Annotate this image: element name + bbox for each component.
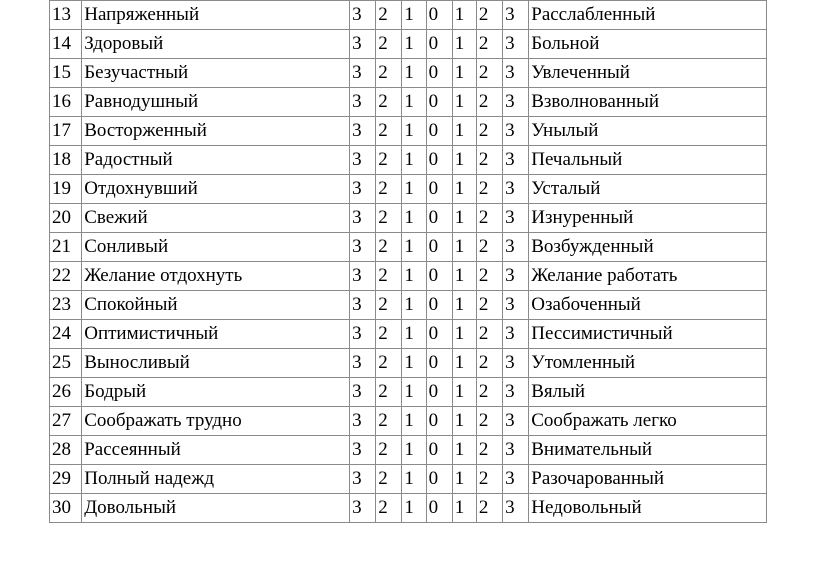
scale-value: 3 (503, 378, 529, 407)
scale-value: 2 (476, 349, 502, 378)
row-number: 29 (50, 465, 82, 494)
table-row (50, 59, 767, 88)
left-adjective: Бодрый (82, 378, 350, 407)
scale-value: 2 (376, 1, 402, 30)
scale-value: 0 (426, 175, 452, 204)
right-adjective: Усталый (529, 175, 767, 204)
scale-value: 1 (452, 233, 476, 262)
row-number: 19 (50, 175, 82, 204)
scale-value: 2 (376, 436, 402, 465)
left-adjective: Рассеянный (82, 436, 350, 465)
scale-value: 0 (426, 349, 452, 378)
scale-value: 3 (350, 262, 376, 291)
left-adjective: Радостный (82, 146, 350, 175)
scale-value: 1 (402, 378, 426, 407)
row-number: 24 (50, 320, 82, 349)
scale-value: 1 (402, 1, 426, 30)
scale-value: 1 (452, 175, 476, 204)
scale-value: 1 (402, 494, 426, 523)
scale-value: 3 (350, 1, 376, 30)
right-adjective: Изнуренный (529, 204, 767, 233)
scale-value: 3 (350, 233, 376, 262)
scale-value: 1 (402, 291, 426, 320)
row-number: 20 (50, 204, 82, 233)
left-adjective: Напряженный (82, 1, 350, 30)
left-adjective: Безучастный (82, 59, 350, 88)
right-adjective: Внимательный (529, 436, 767, 465)
row-number: 15 (50, 59, 82, 88)
scale-value: 2 (376, 117, 402, 146)
table-row (50, 262, 767, 291)
scale-value: 2 (376, 291, 402, 320)
row-number: 17 (50, 117, 82, 146)
scale-value: 2 (476, 204, 502, 233)
scale-value: 3 (503, 494, 529, 523)
left-adjective: Восторженный (82, 117, 350, 146)
row-number: 26 (50, 378, 82, 407)
scale-value: 1 (452, 204, 476, 233)
scale-value: 2 (376, 494, 402, 523)
scale-value: 3 (503, 175, 529, 204)
scale-value: 3 (350, 494, 376, 523)
scale-value: 0 (426, 378, 452, 407)
right-adjective: Пессимистичный (529, 320, 767, 349)
scale-value: 1 (452, 59, 476, 88)
table-row (50, 204, 767, 233)
scale-value: 0 (426, 291, 452, 320)
right-adjective: Озабоченный (529, 291, 767, 320)
row-number: 23 (50, 291, 82, 320)
scale-value: 2 (476, 465, 502, 494)
scale-value: 3 (350, 378, 376, 407)
row-number: 16 (50, 88, 82, 117)
scale-value: 1 (452, 291, 476, 320)
left-adjective: Оптимистичный (82, 320, 350, 349)
right-adjective: Расслабленный (529, 1, 767, 30)
left-adjective: Соображать трудно (82, 407, 350, 436)
scale-value: 1 (452, 494, 476, 523)
table-row (50, 465, 767, 494)
scale-value: 3 (503, 262, 529, 291)
scale-value: 1 (402, 320, 426, 349)
scale-value: 2 (376, 407, 402, 436)
scale-value: 0 (426, 117, 452, 146)
scale-value: 2 (476, 291, 502, 320)
scale-value: 0 (426, 204, 452, 233)
scale-value: 3 (350, 349, 376, 378)
scale-value: 3 (350, 175, 376, 204)
scale-value: 0 (426, 146, 452, 175)
scale-value: 3 (503, 320, 529, 349)
scale-value: 3 (503, 291, 529, 320)
scale-value: 1 (402, 262, 426, 291)
right-adjective: Увлеченный (529, 59, 767, 88)
scale-value: 1 (402, 146, 426, 175)
scale-value: 1 (402, 59, 426, 88)
right-adjective: Вялый (529, 378, 767, 407)
scale-value: 2 (476, 117, 502, 146)
scale-value: 3 (350, 146, 376, 175)
scale-value: 1 (402, 117, 426, 146)
scale-value: 1 (402, 204, 426, 233)
table-row (50, 30, 767, 59)
scale-value: 0 (426, 233, 452, 262)
rating-scale-table (49, 0, 767, 523)
scale-value: 1 (452, 262, 476, 291)
scale-value: 1 (402, 436, 426, 465)
scale-value: 1 (452, 436, 476, 465)
row-number: 18 (50, 146, 82, 175)
scale-value: 3 (503, 30, 529, 59)
right-adjective: Соображать легко (529, 407, 767, 436)
scale-value: 0 (426, 59, 452, 88)
row-number: 30 (50, 494, 82, 523)
scale-value: 2 (376, 349, 402, 378)
scale-value: 1 (452, 320, 476, 349)
scale-value: 3 (350, 88, 376, 117)
scale-value: 1 (402, 349, 426, 378)
right-adjective: Недовольный (529, 494, 767, 523)
scale-value: 3 (350, 30, 376, 59)
scale-value: 3 (503, 436, 529, 465)
right-adjective: Желание работать (529, 262, 767, 291)
scale-value: 2 (476, 175, 502, 204)
scale-value: 2 (376, 175, 402, 204)
scale-value: 2 (476, 30, 502, 59)
table-row (50, 146, 767, 175)
scale-value: 3 (350, 291, 376, 320)
left-adjective: Спокойный (82, 291, 350, 320)
right-adjective: Унылый (529, 117, 767, 146)
scale-value: 3 (503, 1, 529, 30)
table-row (50, 378, 767, 407)
scale-value: 3 (350, 465, 376, 494)
scale-value: 2 (476, 407, 502, 436)
scale-value: 2 (376, 204, 402, 233)
scale-value: 0 (426, 88, 452, 117)
scale-value: 2 (376, 233, 402, 262)
scale-value: 1 (402, 175, 426, 204)
row-number: 22 (50, 262, 82, 291)
scale-value: 2 (476, 1, 502, 30)
scale-value: 3 (350, 320, 376, 349)
scale-value: 0 (426, 494, 452, 523)
row-number: 14 (50, 30, 82, 59)
table-row (50, 349, 767, 378)
scale-value: 1 (452, 407, 476, 436)
scale-value: 0 (426, 320, 452, 349)
scale-value: 3 (350, 204, 376, 233)
scale-value: 1 (452, 378, 476, 407)
right-adjective: Утомленный (529, 349, 767, 378)
scale-value: 1 (452, 465, 476, 494)
row-number: 21 (50, 233, 82, 262)
scale-value: 3 (503, 88, 529, 117)
left-adjective: Довольный (82, 494, 350, 523)
scale-value: 2 (476, 320, 502, 349)
scale-value: 3 (350, 59, 376, 88)
scale-value: 2 (376, 262, 402, 291)
scale-value: 1 (402, 233, 426, 262)
scale-value: 2 (376, 30, 402, 59)
table-row (50, 233, 767, 262)
scale-value: 2 (476, 146, 502, 175)
row-number: 13 (50, 1, 82, 30)
left-adjective: Выносливый (82, 349, 350, 378)
scale-value: 0 (426, 30, 452, 59)
scale-value: 3 (350, 117, 376, 146)
rating-scale-body (50, 1, 767, 523)
scale-value: 2 (376, 59, 402, 88)
scale-value: 3 (350, 436, 376, 465)
scale-value: 0 (426, 436, 452, 465)
scale-value: 1 (452, 1, 476, 30)
scale-value: 2 (376, 378, 402, 407)
scale-value: 2 (376, 88, 402, 117)
left-adjective: Сонливый (82, 233, 350, 262)
table-row (50, 1, 767, 30)
scale-value: 1 (402, 407, 426, 436)
row-number: 25 (50, 349, 82, 378)
right-adjective: Взволнованный (529, 88, 767, 117)
scale-value: 2 (376, 465, 402, 494)
row-number: 28 (50, 436, 82, 465)
scale-value: 1 (402, 30, 426, 59)
scale-value: 3 (503, 146, 529, 175)
table-row (50, 494, 767, 523)
scale-value: 2 (476, 494, 502, 523)
right-adjective: Больной (529, 30, 767, 59)
scale-value: 3 (503, 349, 529, 378)
left-adjective: Здоровый (82, 30, 350, 59)
scale-value: 2 (376, 146, 402, 175)
table-row (50, 407, 767, 436)
scale-value: 0 (426, 465, 452, 494)
scale-value: 3 (503, 233, 529, 262)
table-row (50, 88, 767, 117)
scale-value: 1 (402, 88, 426, 117)
left-adjective: Желание отдохнуть (82, 262, 350, 291)
right-adjective: Разочарованный (529, 465, 767, 494)
scale-value: 2 (476, 262, 502, 291)
scale-value: 1 (452, 349, 476, 378)
row-number: 27 (50, 407, 82, 436)
right-adjective: Печальный (529, 146, 767, 175)
scale-value: 2 (476, 436, 502, 465)
scale-value: 0 (426, 1, 452, 30)
scale-value: 3 (350, 407, 376, 436)
scale-value: 2 (476, 88, 502, 117)
scale-value: 3 (503, 465, 529, 494)
scale-value: 3 (503, 117, 529, 146)
scale-value: 1 (402, 465, 426, 494)
scale-value: 3 (503, 59, 529, 88)
scale-value: 1 (452, 30, 476, 59)
scale-value: 2 (476, 59, 502, 88)
scale-value: 1 (452, 117, 476, 146)
scale-value: 3 (503, 204, 529, 233)
table-row (50, 175, 767, 204)
left-adjective: Полный надежд (82, 465, 350, 494)
scale-value: 3 (503, 407, 529, 436)
scale-value: 1 (452, 146, 476, 175)
table-row (50, 117, 767, 146)
scale-value: 0 (426, 262, 452, 291)
scale-value: 2 (476, 233, 502, 262)
table-row (50, 436, 767, 465)
left-adjective: Свежий (82, 204, 350, 233)
left-adjective: Равнодушный (82, 88, 350, 117)
scale-value: 2 (376, 320, 402, 349)
table-row (50, 320, 767, 349)
table-row (50, 291, 767, 320)
scale-value: 1 (452, 88, 476, 117)
scale-value: 2 (476, 378, 502, 407)
left-adjective: Отдохнувший (82, 175, 350, 204)
right-adjective: Возбужденный (529, 233, 767, 262)
scale-value: 0 (426, 407, 452, 436)
